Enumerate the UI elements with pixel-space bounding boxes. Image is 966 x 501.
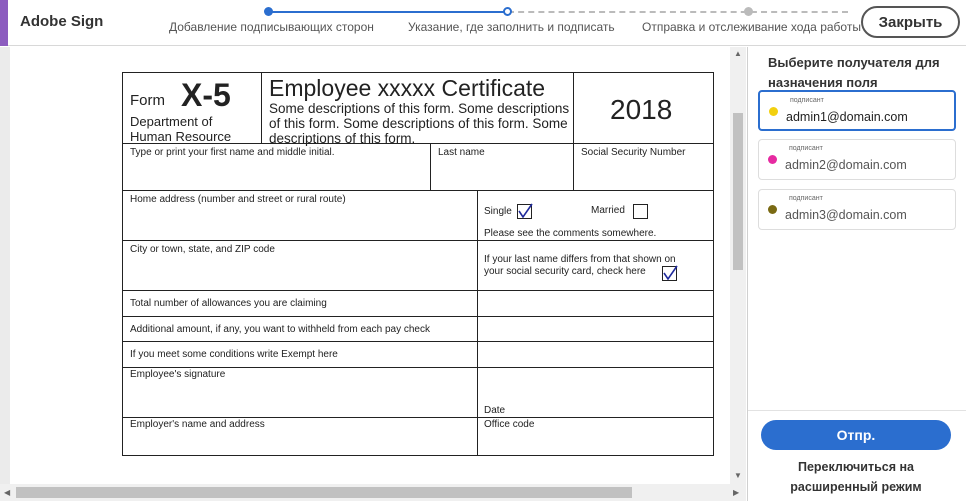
form-year-box bbox=[573, 72, 714, 144]
form-description-line-2: of this form. Some descriptions of this form. Some bbox=[269, 116, 568, 131]
employer-field[interactable] bbox=[122, 417, 478, 456]
ssn-field[interactable] bbox=[573, 143, 714, 191]
panel-title: Выберите получателя для назначения поля bbox=[768, 55, 940, 90]
employee-signature-field[interactable] bbox=[122, 367, 478, 418]
step-2-label[interactable]: Указание, где заполнить и подписать bbox=[408, 20, 615, 34]
recipient-email: admin1@domain.com bbox=[786, 110, 908, 124]
marital-status-box bbox=[477, 190, 714, 241]
last-name-field[interactable] bbox=[430, 143, 574, 191]
additional-amount-field[interactable] bbox=[477, 316, 714, 342]
last-name-differs-line-2: your social security card, check here bbox=[484, 266, 646, 277]
exempt-row bbox=[122, 341, 478, 368]
document-page[interactable] bbox=[10, 47, 730, 484]
exempt-field[interactable] bbox=[477, 341, 714, 368]
form-description-line-1: Some descriptions of this form. Some descriptions bbox=[269, 101, 570, 116]
form-description-line-3: descriptions of this form. bbox=[269, 131, 416, 146]
recipient-color-dot bbox=[768, 205, 777, 214]
city-state-zip-field[interactable] bbox=[122, 240, 478, 291]
last-name-differs-box bbox=[477, 240, 714, 291]
send-button[interactable]: Отпр. bbox=[761, 420, 951, 450]
form-number: X-5 bbox=[181, 77, 231, 113]
form-id-box bbox=[122, 72, 262, 144]
step-3-label: Отправка и отслеживание хода работы bbox=[642, 20, 861, 34]
first-name-field[interactable] bbox=[122, 143, 431, 191]
vertical-scroll-thumb[interactable] bbox=[733, 113, 743, 270]
city-state-zip-label: City or town, state, and ZIP code bbox=[130, 244, 275, 255]
married-checkbox[interactable] bbox=[633, 204, 648, 219]
recipient-item-3[interactable] bbox=[758, 189, 956, 230]
last-name-differs-checkbox[interactable] bbox=[662, 266, 677, 281]
home-address-label: Home address (number and street or rural route) bbox=[130, 194, 346, 205]
recipient-role: подписант bbox=[790, 97, 824, 104]
horizontal-scrollbar[interactable] bbox=[0, 484, 746, 501]
department-line-1: Department of bbox=[130, 114, 213, 129]
step-3-dot bbox=[744, 7, 753, 16]
document-viewer[interactable] bbox=[0, 47, 746, 501]
step-1-label[interactable]: Добавление подписывающих сторон bbox=[169, 20, 374, 34]
scroll-up-icon[interactable]: ▲ bbox=[734, 49, 742, 58]
employer-label: Employer's name and address bbox=[130, 419, 265, 430]
vertical-scrollbar[interactable] bbox=[730, 47, 746, 484]
top-bar bbox=[0, 0, 966, 46]
step-1-dot[interactable] bbox=[264, 7, 273, 16]
date-label: Date bbox=[484, 405, 506, 416]
close-button[interactable]: Закрыть bbox=[861, 6, 960, 38]
app-title: Adobe Sign bbox=[20, 13, 104, 30]
recipient-role: подписант bbox=[789, 145, 823, 152]
allowances-row bbox=[122, 290, 478, 317]
step-2-dot[interactable] bbox=[503, 7, 512, 16]
single-label: Single bbox=[484, 206, 512, 217]
married-label: Married bbox=[591, 205, 625, 216]
recipient-color-dot bbox=[768, 155, 777, 164]
exempt-label: If you meet some conditions write Exempt here bbox=[130, 349, 338, 360]
comments-note: Please see the comments somewhere. bbox=[484, 228, 657, 239]
recipient-color-dot bbox=[769, 107, 778, 116]
additional-amount-row bbox=[122, 316, 478, 342]
recipient-role: подписант bbox=[789, 195, 823, 202]
recipient-email: admin3@domain.com bbox=[785, 208, 907, 222]
brand-accent-bar bbox=[0, 0, 8, 46]
last-name-label: Last name bbox=[438, 147, 485, 158]
recipient-item-1[interactable] bbox=[758, 90, 956, 131]
last-name-differs-line-1: If your last name differs from that shown on bbox=[484, 254, 676, 265]
allowances-label: Total number of allowances you are claiming bbox=[130, 298, 327, 309]
single-checkbox[interactable] bbox=[517, 204, 532, 219]
department-line-2: Human Resource bbox=[130, 129, 232, 144]
recipient-panel bbox=[747, 47, 966, 501]
date-field[interactable] bbox=[477, 367, 714, 418]
horizontal-scroll-thumb[interactable] bbox=[16, 487, 632, 498]
scroll-left-icon[interactable]: ◀ bbox=[4, 488, 11, 497]
employee-signature-label: Employee's signature bbox=[130, 369, 226, 380]
form-word: Form bbox=[130, 92, 165, 109]
allowances-field[interactable] bbox=[477, 290, 714, 317]
panel-divider bbox=[748, 410, 966, 411]
scroll-right-icon[interactable]: ▶ bbox=[733, 488, 740, 497]
form-title: Employee xxxxx Certificate bbox=[269, 75, 546, 101]
recipient-email: admin2@domain.com bbox=[785, 158, 907, 172]
advanced-mode-link[interactable]: Переключиться на расширенный режим bbox=[790, 460, 922, 494]
recipient-item-2[interactable] bbox=[758, 139, 956, 180]
ssn-label: Social Security Number bbox=[581, 147, 686, 158]
additional-amount-label: Additional amount, if any, you want to withheld from each pay check bbox=[130, 324, 430, 335]
form-year: 2018 bbox=[610, 94, 673, 125]
office-code-label: Office code bbox=[484, 419, 535, 430]
scroll-down-icon[interactable]: ▼ bbox=[734, 471, 742, 480]
progress-track bbox=[268, 11, 848, 13]
home-address-field[interactable] bbox=[122, 190, 478, 241]
form-title-box bbox=[261, 72, 574, 144]
first-name-label: Type or print your first name and middle initial. bbox=[130, 147, 335, 158]
office-code-field[interactable] bbox=[477, 417, 714, 456]
